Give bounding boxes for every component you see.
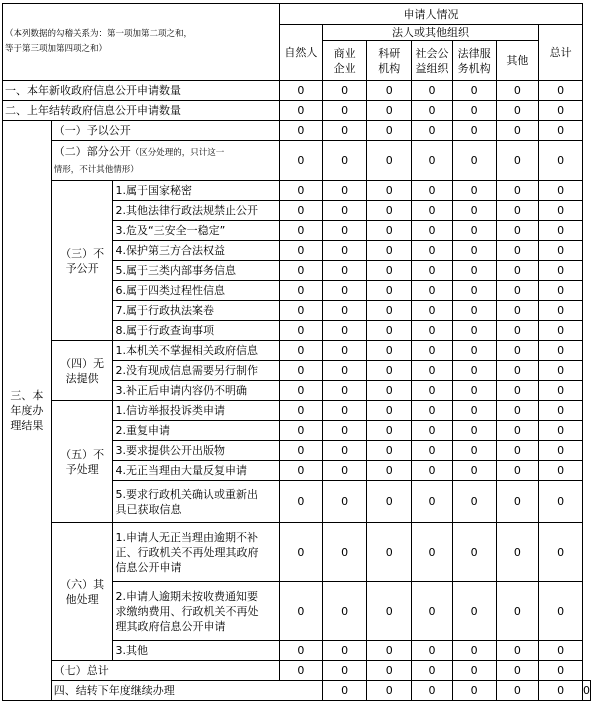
- natural-person-header: 自然人: [280, 25, 323, 81]
- research-header: 科研 机构: [367, 41, 412, 81]
- value-cell: 0: [412, 201, 453, 221]
- value-cell: 0: [322, 401, 367, 421]
- value-cell: 0: [452, 241, 496, 261]
- value-cell: 0: [367, 681, 412, 701]
- value-cell: 0: [412, 401, 453, 421]
- legal-entity-header: 法人或其他组织: [322, 25, 538, 41]
- value-cell: 0: [412, 441, 453, 461]
- row-label: 四、结转下年度继续办理: [51, 681, 322, 701]
- value-cell: 0: [280, 401, 323, 421]
- value-cell: 0: [496, 461, 539, 481]
- value-cell: 0: [322, 221, 367, 241]
- value-cell: 0: [452, 681, 496, 701]
- value-cell: 0: [452, 481, 496, 523]
- row-label: 一、本年新收政府信息公开申请数量: [3, 81, 280, 101]
- value-cell: 0: [367, 201, 412, 221]
- row-label: 1.信访举报投诉类申请: [113, 401, 280, 421]
- table-row: [3, 181, 591, 201]
- value-cell: 0: [280, 261, 323, 281]
- value-cell: 0: [412, 141, 453, 181]
- value-cell: 0: [412, 181, 453, 201]
- row-label: 2.重复申请: [113, 421, 280, 441]
- value-cell: 0: [496, 661, 539, 681]
- value-cell: 0: [280, 221, 323, 241]
- value-cell: 0: [280, 301, 323, 321]
- group-three-label: （三）不 予公开: [51, 181, 113, 341]
- value-cell: 0: [496, 321, 539, 341]
- row-label: 5.属于三类内部事务信息: [113, 261, 280, 281]
- value-cell: 0: [496, 401, 539, 421]
- value-cell: 0: [412, 661, 453, 681]
- value-cell: 0: [280, 101, 323, 121]
- row-label: 3.补正后申请内容仍不明确: [113, 381, 280, 401]
- value-cell: 0: [280, 281, 323, 301]
- value-cell: 0: [322, 661, 367, 681]
- value-cell: 0: [412, 461, 453, 481]
- value-cell: 0: [452, 461, 496, 481]
- value-cell: 0: [496, 341, 539, 361]
- value-cell: 0: [322, 481, 367, 523]
- value-cell: 0: [412, 281, 453, 301]
- total-header: 总计: [539, 25, 583, 81]
- value-cell: 0: [412, 582, 453, 641]
- value-cell: 0: [280, 582, 323, 641]
- value-cell: 0: [452, 181, 496, 201]
- value-cell: 0: [496, 181, 539, 201]
- value-cell: 0: [280, 321, 323, 341]
- value-cell: 0: [322, 582, 367, 641]
- value-cell: 0: [412, 301, 453, 321]
- value-cell: 0: [367, 582, 412, 641]
- value-cell: 0: [322, 261, 367, 281]
- value-cell: 0: [367, 301, 412, 321]
- value-cell: 0: [367, 461, 412, 481]
- value-cell: 0: [539, 181, 583, 201]
- legal-service-header: 法律服 务机构: [452, 41, 496, 81]
- row-label: （七）总计: [51, 661, 279, 681]
- value-cell: 0: [452, 641, 496, 661]
- value-cell: 0: [280, 641, 323, 661]
- value-cell: 0: [322, 141, 367, 181]
- value-cell: 0: [280, 201, 323, 221]
- value-cell: 0: [280, 421, 323, 441]
- value-cell: 0: [280, 461, 323, 481]
- value-cell: 0: [452, 381, 496, 401]
- value-cell: 0: [412, 523, 453, 582]
- row-label: 2.申请人逾期未按收费通知要 求缴纳费用、行政机关不再处 理其政府信息公开申请: [113, 582, 280, 641]
- value-cell: 0: [452, 101, 496, 121]
- value-cell: 0: [280, 81, 323, 101]
- value-cell: 0: [322, 181, 367, 201]
- row-label: 二、上年结转政府信息公开申请数量: [3, 101, 280, 121]
- value-cell: 0: [322, 421, 367, 441]
- table-row: [3, 81, 591, 101]
- value-cell: 0: [452, 661, 496, 681]
- value-cell: 0: [367, 341, 412, 361]
- value-cell: 0: [322, 241, 367, 261]
- value-cell: 0: [367, 523, 412, 582]
- value-cell: 0: [412, 361, 453, 381]
- value-cell: 0: [322, 301, 367, 321]
- value-cell: 0: [367, 121, 412, 141]
- value-cell: 0: [322, 381, 367, 401]
- value-cell: 0: [280, 381, 323, 401]
- value-cell: 0: [367, 481, 412, 523]
- value-cell: 0: [539, 301, 583, 321]
- table-row: [3, 681, 591, 701]
- value-cell: 0: [367, 221, 412, 241]
- value-cell: 0: [412, 221, 453, 241]
- value-cell: 0: [496, 201, 539, 221]
- value-cell: 0: [452, 523, 496, 582]
- row-label: 1.申请人无正当理由逾期不补 正、行政机关不再处理其政府 信息公开申请: [113, 523, 280, 582]
- value-cell: 0: [496, 141, 539, 181]
- value-cell: 0: [496, 381, 539, 401]
- value-cell: 0: [367, 321, 412, 341]
- value-cell: 0: [280, 523, 323, 582]
- value-cell: 0: [539, 321, 583, 341]
- row-label: 4.保护第三方合法权益: [113, 241, 280, 261]
- value-cell: 0: [412, 421, 453, 441]
- group-four-label: （四）无 法提供: [51, 341, 113, 401]
- value-cell: 0: [496, 582, 539, 641]
- value-cell: 0: [539, 281, 583, 301]
- value-cell: 0: [452, 221, 496, 241]
- value-cell: 0: [322, 461, 367, 481]
- value-cell: 0: [539, 421, 583, 441]
- value-cell: 0: [539, 261, 583, 281]
- value-cell: 0: [367, 101, 412, 121]
- value-cell: 0: [452, 441, 496, 461]
- value-cell: 0: [280, 441, 323, 461]
- row-label: 1.本机关不掌握相关政府信息: [113, 341, 280, 361]
- other-header: 其他: [496, 41, 539, 81]
- value-cell: 0: [452, 341, 496, 361]
- value-cell: 0: [539, 461, 583, 481]
- value-cell: 0: [367, 361, 412, 381]
- row-label: 6.属于四类过程性信息: [113, 281, 280, 301]
- value-cell: 0: [280, 661, 323, 681]
- value-cell: 0: [452, 361, 496, 381]
- row-label: 2.没有现成信息需要另行制作: [113, 361, 280, 381]
- value-cell: 0: [280, 121, 323, 141]
- value-cell: 0: [452, 141, 496, 181]
- value-cell: 0: [322, 321, 367, 341]
- value-cell: 0: [367, 441, 412, 461]
- value-cell: 0: [452, 321, 496, 341]
- value-cell: 0: [412, 241, 453, 261]
- value-cell: 0: [322, 341, 367, 361]
- row-label: 5.要求行政机关确认或重新出 具已获取信息: [113, 481, 280, 523]
- value-cell: 0: [583, 681, 591, 701]
- value-cell: 0: [539, 441, 583, 461]
- value-cell: 0: [367, 661, 412, 681]
- value-cell: 0: [539, 661, 583, 681]
- value-cell: 0: [496, 641, 539, 661]
- value-cell: 0: [367, 181, 412, 201]
- value-cell: 0: [412, 101, 453, 121]
- value-cell: 0: [496, 221, 539, 241]
- value-cell: 0: [496, 441, 539, 461]
- table-row: [3, 523, 591, 582]
- value-cell: 0: [496, 421, 539, 441]
- header-note-line2: 等于第三项加第四项之和）: [5, 44, 108, 54]
- value-cell: 0: [367, 241, 412, 261]
- value-cell: 0: [322, 641, 367, 661]
- value-cell: 0: [452, 81, 496, 101]
- value-cell: 0: [539, 681, 583, 701]
- value-cell: 0: [412, 321, 453, 341]
- group-six-label: （六）其 他处理: [51, 523, 113, 661]
- header-note-line1: （本列数据的勾稽关系为：第一项加第二项之和，: [5, 29, 193, 39]
- table-row: [3, 341, 591, 361]
- row-label: 3.其他: [113, 641, 280, 661]
- table-row: [3, 121, 591, 141]
- value-cell: 0: [539, 101, 583, 121]
- value-cell: 0: [539, 523, 583, 582]
- value-cell: 0: [496, 523, 539, 582]
- value-cell: 0: [367, 421, 412, 441]
- value-cell: 0: [452, 301, 496, 321]
- applicant-header: 申请人情况: [280, 4, 583, 25]
- value-cell: 0: [496, 481, 539, 523]
- value-cell: 0: [452, 281, 496, 301]
- value-cell: 0: [496, 361, 539, 381]
- value-cell: 0: [539, 141, 583, 181]
- value-cell: 0: [539, 381, 583, 401]
- row-label: 2.其他法律行政法规禁止公开: [113, 201, 280, 221]
- table-row: [3, 661, 591, 681]
- social-header: 社会公 益组织: [412, 41, 453, 81]
- statistics-table: [2, 3, 591, 701]
- value-cell: 0: [322, 81, 367, 101]
- value-cell: 0: [452, 582, 496, 641]
- row-label: 4.无正当理由大量反复申请: [113, 461, 280, 481]
- value-cell: 0: [496, 81, 539, 101]
- table-row: [3, 401, 591, 421]
- business-header: 商业 企业: [322, 41, 367, 81]
- value-cell: 0: [412, 641, 453, 661]
- value-cell: 0: [496, 301, 539, 321]
- value-cell: 0: [496, 261, 539, 281]
- value-cell: 0: [539, 361, 583, 381]
- value-cell: 0: [539, 221, 583, 241]
- value-cell: 0: [412, 341, 453, 361]
- value-cell: 0: [539, 401, 583, 421]
- value-cell: 0: [412, 681, 453, 701]
- value-cell: 0: [367, 641, 412, 661]
- value-cell: 0: [496, 121, 539, 141]
- value-cell: 0: [412, 81, 453, 101]
- value-cell: 0: [280, 181, 323, 201]
- value-cell: 0: [412, 261, 453, 281]
- value-cell: 0: [322, 441, 367, 461]
- value-cell: 0: [367, 401, 412, 421]
- value-cell: 0: [322, 681, 367, 701]
- value-cell: 0: [452, 401, 496, 421]
- value-cell: 0: [539, 341, 583, 361]
- value-cell: 0: [539, 121, 583, 141]
- row-label: 1.属于国家秘密: [113, 181, 280, 201]
- value-cell: 0: [280, 341, 323, 361]
- value-cell: 0: [367, 381, 412, 401]
- value-cell: 0: [539, 241, 583, 261]
- table-row: [3, 141, 591, 181]
- value-cell: 0: [452, 261, 496, 281]
- value-cell: 0: [539, 582, 583, 641]
- row-label: （一）予以公开: [51, 121, 279, 141]
- value-cell: 0: [367, 141, 412, 181]
- value-cell: 0: [322, 201, 367, 221]
- value-cell: 0: [496, 101, 539, 121]
- value-cell: 0: [412, 121, 453, 141]
- value-cell: 0: [322, 121, 367, 141]
- value-cell: 0: [412, 481, 453, 523]
- value-cell: 0: [539, 81, 583, 101]
- value-cell: 0: [322, 523, 367, 582]
- value-cell: 0: [496, 241, 539, 261]
- value-cell: 0: [280, 481, 323, 523]
- value-cell: 0: [496, 281, 539, 301]
- value-cell: 0: [322, 101, 367, 121]
- value-cell: 0: [496, 681, 539, 701]
- row-label: （二）部分公开（区分处理的，只计这一 情形，不计其他情形）: [51, 141, 279, 181]
- value-cell: 0: [412, 381, 453, 401]
- value-cell: 0: [452, 421, 496, 441]
- table-row: [3, 101, 591, 121]
- value-cell: 0: [322, 281, 367, 301]
- value-cell: 0: [280, 141, 323, 181]
- value-cell: 0: [280, 361, 323, 381]
- value-cell: 0: [367, 81, 412, 101]
- group-five-label: （五）不 予处理: [51, 401, 113, 523]
- row-label: 8.属于行政查询事项: [113, 321, 280, 341]
- row-label: 3.要求提供公开出版物: [113, 441, 280, 461]
- header-note-cell: [3, 4, 280, 81]
- value-cell: 0: [539, 641, 583, 661]
- value-cell: 0: [280, 241, 323, 261]
- value-cell: 0: [367, 261, 412, 281]
- value-cell: 0: [539, 481, 583, 523]
- row-label: 3.危及“三安全一稳定”: [113, 221, 280, 241]
- value-cell: 0: [452, 201, 496, 221]
- value-cell: 0: [452, 121, 496, 141]
- value-cell: 0: [322, 361, 367, 381]
- value-cell: 0: [539, 201, 583, 221]
- row-label: 7.属于行政执法案卷: [113, 301, 280, 321]
- section-three-label: 三、本 年度办 理结果: [3, 121, 52, 701]
- value-cell: 0: [367, 281, 412, 301]
